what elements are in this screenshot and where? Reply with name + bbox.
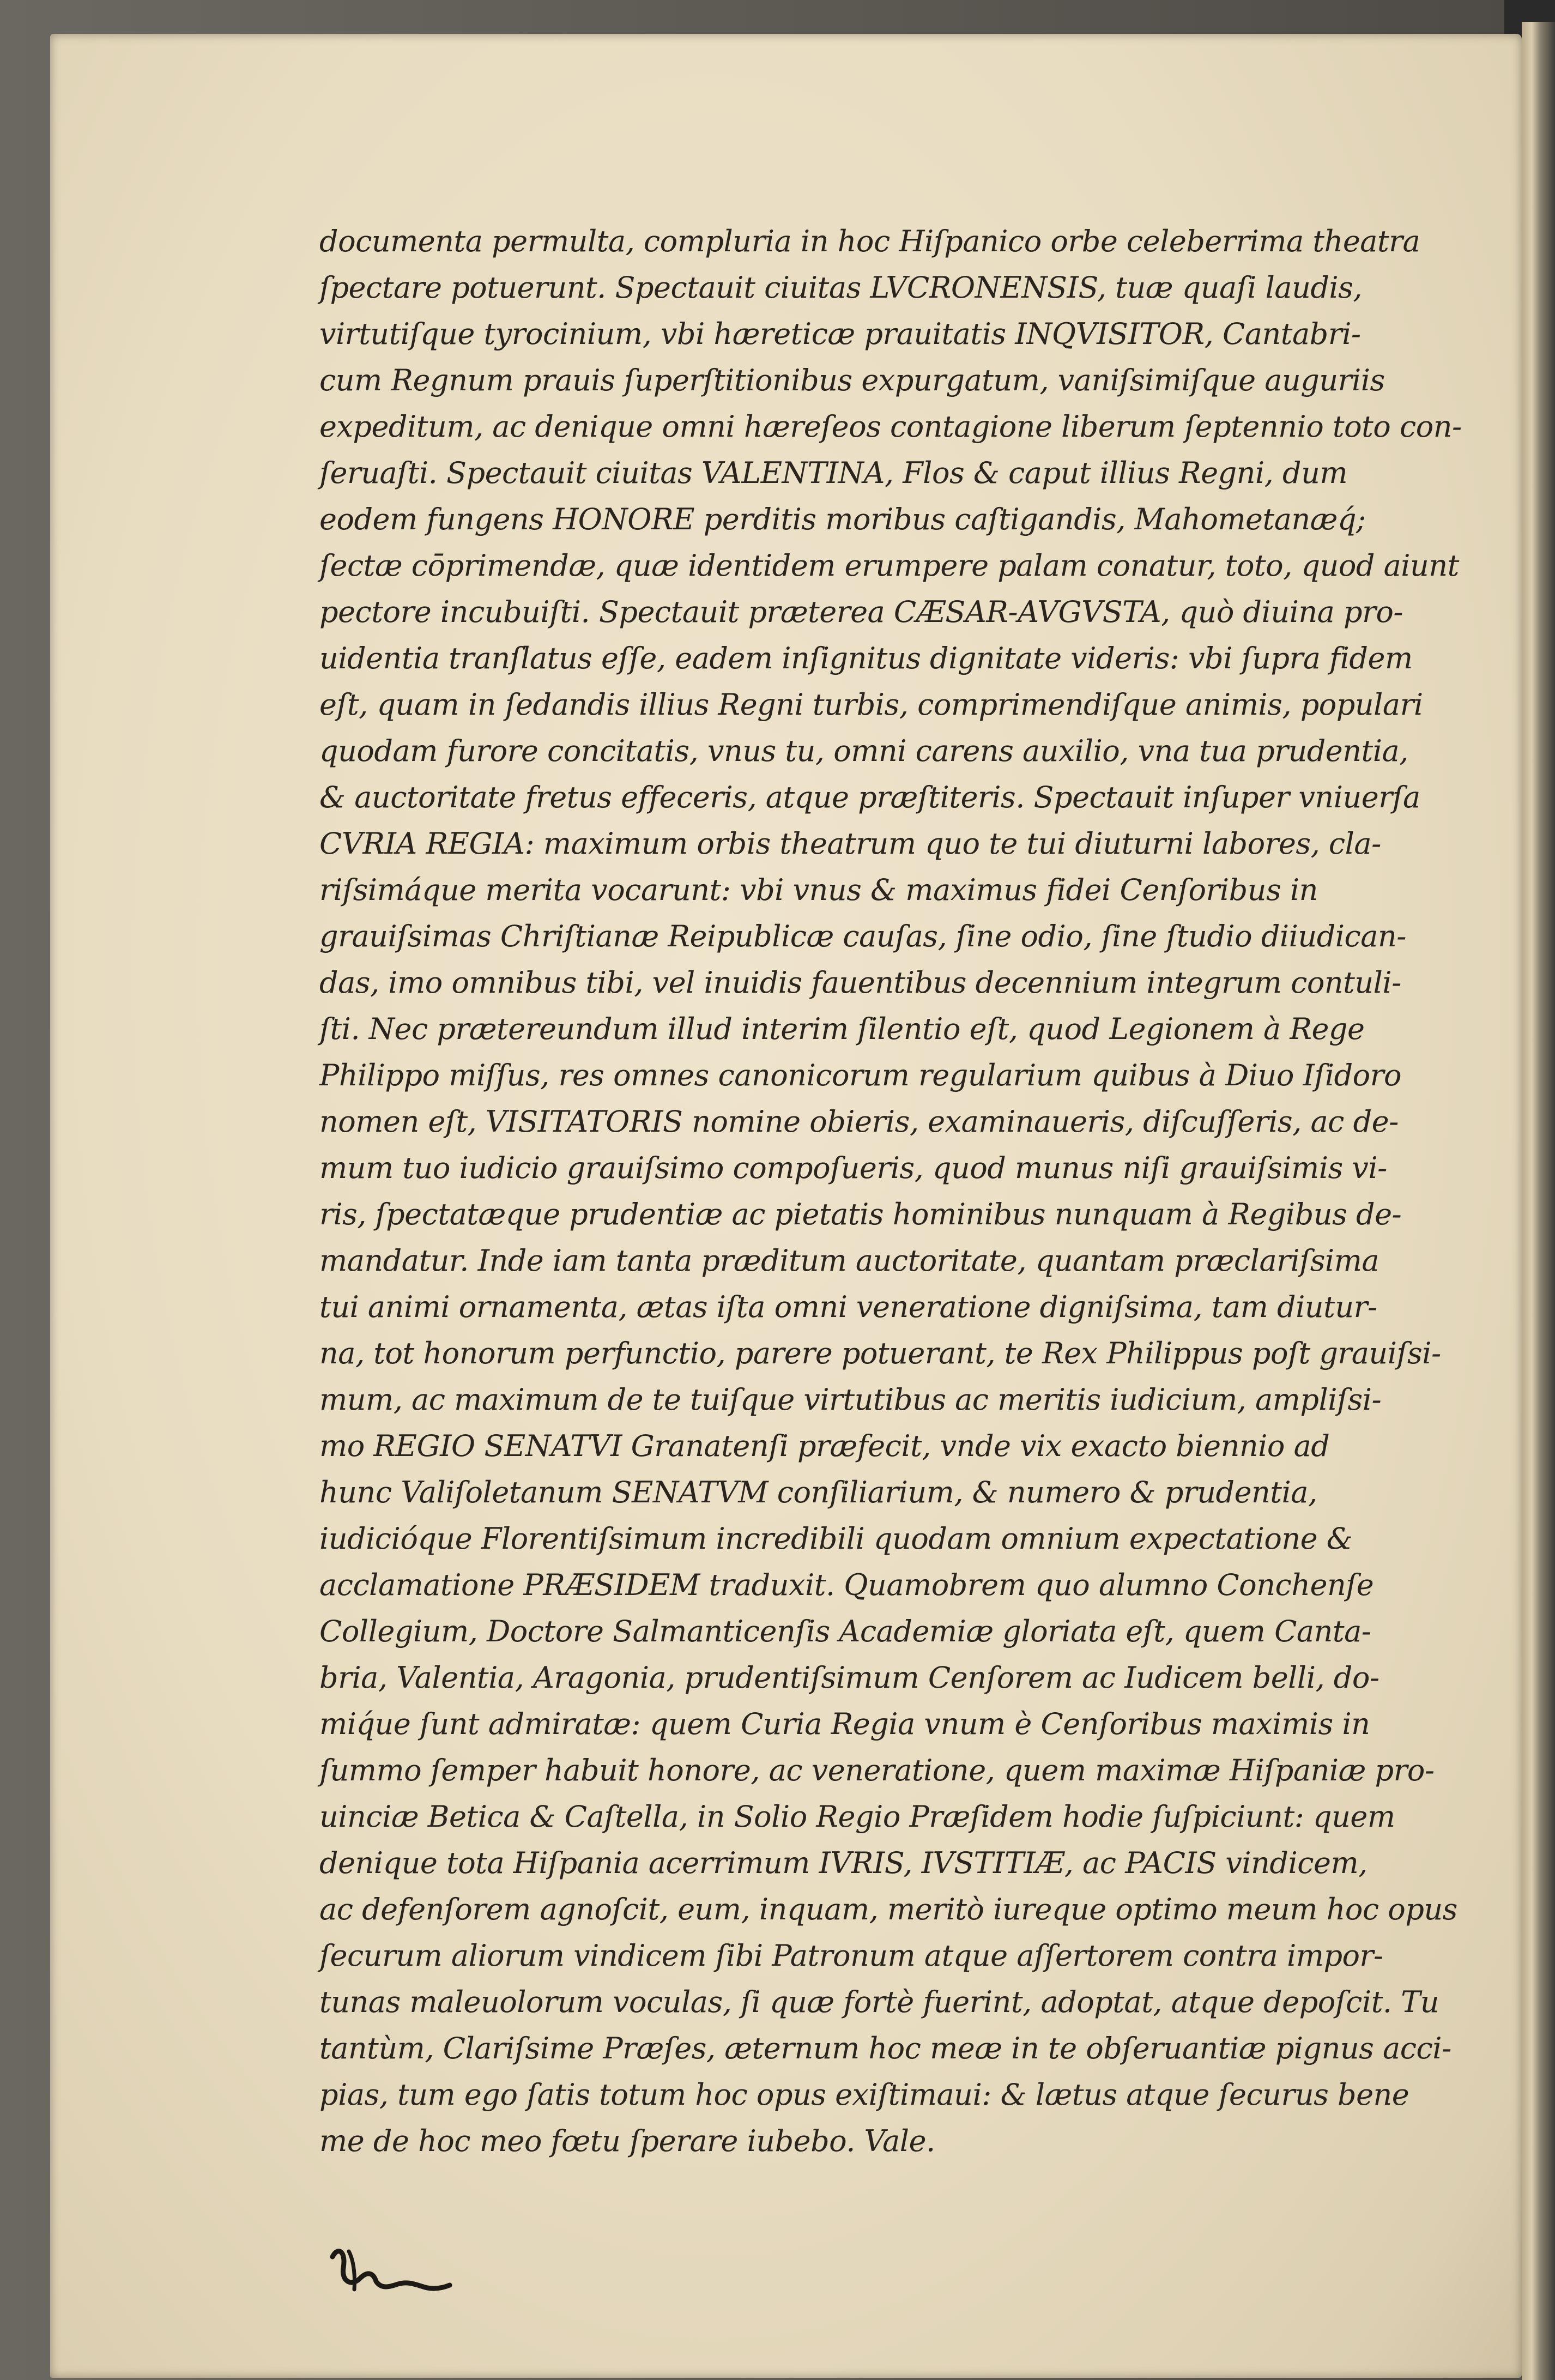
text-line: uidentia tranſlatus eſſe, eadem inſignitus dignitate videris: vbi ſupra fidem xyxy=(319,641,1413,675)
text-line: & auctoritate fretus effeceris, atque præſtiteris. Spectauit inſuper vniuerſa xyxy=(319,780,1420,814)
text-line: iudicióque Florentiſsimum incredibili quodam omnium expectatione & xyxy=(319,1521,1353,1556)
text-line: eſt, quam in ſedandis illius Regni turbis, comprimendiſque animis, populari xyxy=(319,687,1423,722)
text-line: mandatur. Inde iam tanta præditum auctoritate, quantam præclariſsima xyxy=(319,1243,1379,1278)
text-line: ſummo ſemper habuit honore, ac veneratione, quem maximæ Hiſpaniæ pro- xyxy=(319,1753,1435,1787)
text-line: virtutiſque tyrocinium, vbi hæreticæ prauitatis INQVISITOR, Cantabri- xyxy=(319,317,1361,351)
text-line: hunc Valiſoletanum SENATVM conſiliarium, & numero & prudentia, xyxy=(319,1475,1317,1509)
text-line: documenta permulta, compluria in hoc Hiſpanico orbe celeberrima theatra xyxy=(319,224,1420,258)
text-line: Collegium, Doctore Salmanticenſis Academiæ gloriata eſt, quem Canta- xyxy=(319,1614,1371,1648)
text-line: quodam furore concitatis, vnus tu, omni carens auxilio, vna tua prudentia, xyxy=(319,734,1408,768)
text-line: expeditum, ac denique omni hæreſeos contagione liberum ſeptennio toto con- xyxy=(319,409,1462,444)
text-line: CVRIA REGIA: maximum orbis theatrum quo te tui diuturni labores, cla- xyxy=(319,826,1381,861)
text-line: ſeruaſti. Spectauit ciuitas VALENTINA, Flos & caput illius Regni, dum xyxy=(319,456,1348,490)
text-line: ſpectare potuerunt. Spectauit ciuitas LVCRONENSIS, tuæ quaſi laudis, xyxy=(319,270,1363,305)
text-line: uinciæ Betica & Caſtella, in Solio Regio Præſidem hodie ſuſpiciunt: quem xyxy=(319,1799,1395,1834)
text-line: Philippo miſſus, res omnes canonicorum regularium quibus à Diuo Iſidoro xyxy=(319,1058,1401,1092)
text-line: pias, tum ego ſatis totum hoc opus exiſtimaui: & lætus atque ſecurus bene xyxy=(319,2077,1409,2112)
signature-mark xyxy=(322,2235,458,2306)
text-line: denique tota Hiſpania acerrimum IVRIS, IVSTITIÆ, ac PACIS vindicem, xyxy=(319,1846,1368,1880)
text-line: ris, ſpectatæque prudentiæ ac pietatis hominibus nunquam à Regibus de- xyxy=(319,1197,1402,1231)
text-line: bria, Valentia, Aragonia, prudentiſsimum Cenſorem ac Iudicem belli, do- xyxy=(319,1660,1379,1695)
text-line: ac defenſorem agnoſcit, eum, inquam, meritò iureque optimo meum hoc opus xyxy=(319,1892,1457,1926)
text-line: ſti. Nec prætereundum illud interim ſilentio eſt, quod Legionem à Rege xyxy=(319,1012,1365,1046)
text-line: me de hoc meo fœtu ſperare iubebo. Vale. xyxy=(319,2124,935,2158)
text-line: tui animi ornamenta, ætas iſta omni veneratione digniſsima, tam diutur- xyxy=(319,1290,1377,1324)
text-line: nomen eſt, VISITATORIS nomine obieris, examinaueris, diſcuſſeris, ac de- xyxy=(319,1104,1399,1139)
text-line: pectore incubuiſti. Spectauit præterea CÆSAR-AVGVSTA, quò diuina pro- xyxy=(319,595,1403,629)
text-line: ſectæ cōprimendæ, quæ identidem erumpere palam conatur, toto, quod aiunt xyxy=(319,548,1459,583)
page-text xyxy=(319,218,1462,2164)
text-line: mo REGIO SENATVI Granatenſi præfecit, vnde vix exacto biennio ad xyxy=(319,1429,1330,1463)
text-line: ſecurum aliorum vindicem ſibi Patronum atque aſſertorem contra impor- xyxy=(319,1938,1383,1973)
text-line: tantùm, Clariſsime Præſes, æternum hoc meæ in te obſeruantiæ pignus acci- xyxy=(319,2031,1451,2065)
text-line: grauiſsimas Chriſtianæ Reipublicæ cauſas, ſine odio, ſine ſtudio diiudican- xyxy=(319,919,1407,953)
text-line: miq́ue ſunt admiratæ: quem Curia Regia vnum è Cenſoribus maximis in xyxy=(319,1707,1370,1741)
text-line: das, imo omnibus tibi, vel inuidis fauentibus decennium integrum contuli- xyxy=(319,965,1401,1000)
text-line: eodem fungens HONORE perditis moribus caſtigandis, Mahometanæq́; xyxy=(319,502,1366,536)
page-edge xyxy=(1522,22,1555,2380)
text-line: cum Regnum prauis ſuperſtitionibus expurgatum, vaniſsimiſque auguriis xyxy=(319,363,1385,397)
text-line: mum, ac maximum de te tuiſque virtutibus ac meritis iudicium, ampliſsi- xyxy=(319,1382,1382,1417)
text-line: tunas maleuolorum voculas, ſi quæ fortè fuerint, adoptat, atque depoſcit. Tu xyxy=(319,1985,1439,2019)
text-line: riſsimáque merita vocarunt: vbi vnus & maximus fidei Cenſoribus in xyxy=(319,873,1318,907)
text-line: mum tuo iudicio grauiſsimo compoſueris, quod munus niſi grauiſsimis vi- xyxy=(319,1151,1387,1185)
text-line: na, tot honorum perfunctio, parere potuerant, te Rex Philippus poſt grauiſsi- xyxy=(319,1336,1441,1370)
text-line: acclamatione PRÆSIDEM traduxit. Quamobrem quo alumno Conchenſe xyxy=(319,1568,1374,1602)
